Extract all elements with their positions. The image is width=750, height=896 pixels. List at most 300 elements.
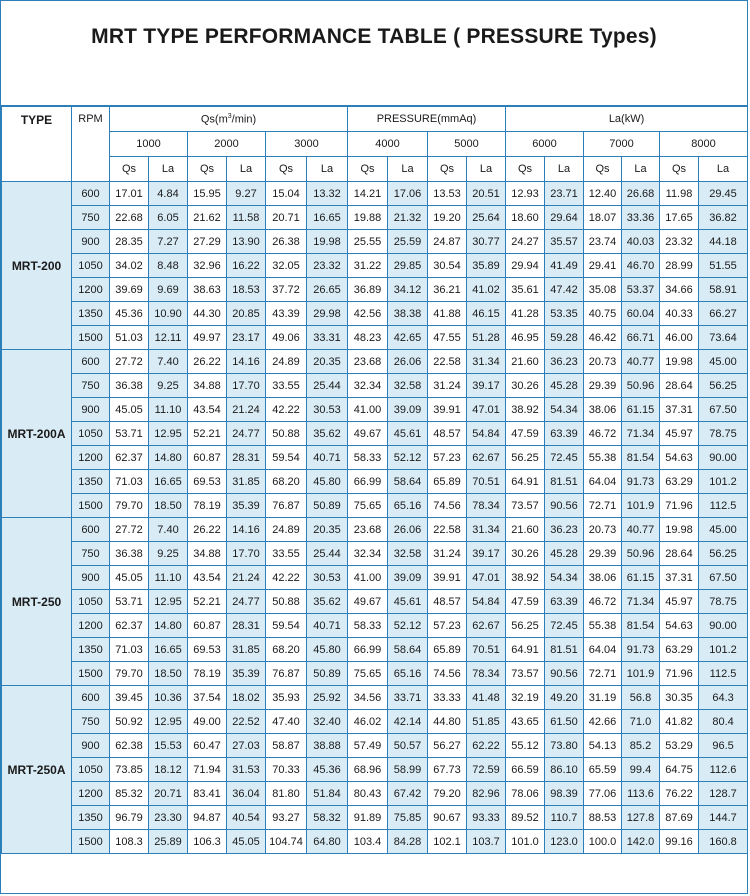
la-cell: 45.80 [307, 638, 348, 662]
la-cell: 54.34 [545, 398, 584, 422]
la-label-2000: La [227, 157, 266, 182]
qs-cell: 40.33 [660, 302, 699, 326]
qs-cell: 41.88 [428, 302, 467, 326]
qs-cell: 46.72 [584, 422, 622, 446]
qs-cell: 63.29 [660, 470, 699, 494]
la-cell: 78.34 [467, 662, 506, 686]
la-cell: 32.58 [388, 542, 428, 566]
la-cell: 50.89 [307, 494, 348, 518]
rpm-cell: 1050 [72, 758, 110, 782]
la-cell: 47.42 [545, 278, 584, 302]
qs-label-7000: Qs [584, 157, 622, 182]
qs-cell: 75.65 [348, 662, 388, 686]
rpm-cell: 1350 [72, 302, 110, 326]
la-cell: 113.6 [622, 782, 660, 806]
la-cell: 45.28 [545, 542, 584, 566]
rpm-cell: 750 [72, 374, 110, 398]
qs-cell: 96.79 [110, 806, 149, 830]
la-cell: 56.8 [622, 686, 660, 710]
qs-cell: 91.89 [348, 806, 388, 830]
qs-cell: 56.27 [428, 734, 467, 758]
la-cell: 101.2 [699, 470, 748, 494]
qs-cell: 19.20 [428, 206, 467, 230]
model-cell: MRT-200A [2, 350, 72, 518]
rpm-cell: 1500 [72, 830, 110, 854]
la-cell: 71.34 [622, 422, 660, 446]
la-cell: 26.06 [388, 518, 428, 542]
qs-cell: 71.96 [660, 494, 699, 518]
qs-cell: 58.33 [348, 446, 388, 470]
pressure-6000: 6000 [506, 132, 584, 157]
la-cell: 32.40 [307, 710, 348, 734]
qs-cell: 44.80 [428, 710, 467, 734]
la-cell: 85.2 [622, 734, 660, 758]
qs-cell: 59.54 [266, 614, 307, 638]
qs-cell: 46.02 [348, 710, 388, 734]
qs-cell: 69.53 [188, 638, 227, 662]
qs-cell: 66.99 [348, 638, 388, 662]
pressure-4000: 4000 [348, 132, 428, 157]
la-cell: 10.90 [149, 302, 188, 326]
qs-cell: 32.34 [348, 374, 388, 398]
table-row [2, 470, 748, 494]
la-cell: 65.16 [388, 662, 428, 686]
rpm-cell: 1200 [72, 446, 110, 470]
la-cell: 53.37 [622, 278, 660, 302]
qs-cell: 71.96 [660, 662, 699, 686]
la-cell: 17.06 [388, 182, 428, 206]
qs-cell: 11.98 [660, 182, 699, 206]
qs-cell: 41.00 [348, 398, 388, 422]
qs-cell: 48.57 [428, 422, 467, 446]
table-row [2, 686, 748, 710]
qs-cell: 69.53 [188, 470, 227, 494]
la-cell: 29.45 [699, 182, 748, 206]
la-cell: 25.64 [467, 206, 506, 230]
qs-cell: 64.91 [506, 470, 545, 494]
la-label-6000: La [545, 157, 584, 182]
la-label-5000: La [467, 157, 506, 182]
la-cell: 36.23 [545, 350, 584, 374]
qs-cell: 12.93 [506, 182, 545, 206]
la-cell: 17.70 [227, 542, 266, 566]
qs-cell: 100.0 [584, 830, 622, 854]
rpm-cell: 1500 [72, 494, 110, 518]
qs-cell: 42.22 [266, 566, 307, 590]
qs-cell: 51.03 [110, 326, 149, 350]
la-cell: 127.8 [622, 806, 660, 830]
qs-cell: 40.75 [584, 302, 622, 326]
la-cell: 35.57 [545, 230, 584, 254]
qs-cell: 73.57 [506, 494, 545, 518]
la-cell: 45.05 [227, 830, 266, 854]
qs-cell: 30.26 [506, 374, 545, 398]
la-cell: 39.09 [388, 566, 428, 590]
table-row [2, 494, 748, 518]
rpm-cell: 600 [72, 518, 110, 542]
qs-cell: 49.97 [188, 326, 227, 350]
qs-unit-header: $Qs(m^3/\min)$ [110, 107, 348, 132]
rpm-cell: 1350 [72, 806, 110, 830]
qs-cell: 43.54 [188, 566, 227, 590]
qs-cell: 58.87 [266, 734, 307, 758]
title-box [1, 1, 747, 106]
qs-cell: 49.06 [266, 326, 307, 350]
qs-cell: 47.40 [266, 710, 307, 734]
la-cell: 101.9 [622, 662, 660, 686]
la-cell: 50.96 [622, 542, 660, 566]
la-cell: 33.71 [388, 686, 428, 710]
qs-cell: 66.59 [506, 758, 545, 782]
table-row [2, 830, 748, 854]
qs-cell: 71.03 [110, 638, 149, 662]
la-cell: 62.67 [467, 614, 506, 638]
table-row [2, 230, 748, 254]
qs-cell: 27.72 [110, 350, 149, 374]
la-cell: 51.28 [467, 326, 506, 350]
qs-cell: 28.35 [110, 230, 149, 254]
qs-cell: 54.63 [660, 614, 699, 638]
qs-cell: 103.4 [348, 830, 388, 854]
qs-cell: 102.1 [428, 830, 467, 854]
la-cell: 20.35 [307, 518, 348, 542]
la-cell: 23.32 [307, 254, 348, 278]
table-row [2, 518, 748, 542]
qs-cell: 54.13 [584, 734, 622, 758]
rpm-cell: 1350 [72, 470, 110, 494]
qs-cell: 89.52 [506, 806, 545, 830]
qs-cell: 104.74 [266, 830, 307, 854]
la-cell: 67.50 [699, 566, 748, 590]
la-cell: 13.32 [307, 182, 348, 206]
la-cell: 82.96 [467, 782, 506, 806]
la-cell: 20.51 [467, 182, 506, 206]
qs-cell: 34.66 [660, 278, 699, 302]
qs-cell: 24.89 [266, 518, 307, 542]
qs-cell: 37.54 [188, 686, 227, 710]
la-cell: 30.53 [307, 398, 348, 422]
qs-label-3000: Qs [266, 157, 307, 182]
qs-cell: 21.62 [188, 206, 227, 230]
qs-cell: 23.68 [348, 518, 388, 542]
la-cell: 64.3 [699, 686, 748, 710]
table-row [2, 542, 748, 566]
qs-cell: 25.55 [348, 230, 388, 254]
qs-cell: 24.89 [266, 350, 307, 374]
la-cell: 35.62 [307, 422, 348, 446]
qs-cell: 42.22 [266, 398, 307, 422]
qs-cell: 38.92 [506, 566, 545, 590]
la-cell: 38.88 [307, 734, 348, 758]
qs-cell: 13.53 [428, 182, 467, 206]
qs-cell: 21.60 [506, 350, 545, 374]
qs-cell: 27.72 [110, 518, 149, 542]
qs-cell: 59.54 [266, 446, 307, 470]
la-cell: 30.53 [307, 566, 348, 590]
qs-cell: 49.67 [348, 422, 388, 446]
qs-cell: 36.21 [428, 278, 467, 302]
qs-cell: 83.41 [188, 782, 227, 806]
qs-cell: 62.37 [110, 446, 149, 470]
la-cell: 13.90 [227, 230, 266, 254]
qs-cell: 26.22 [188, 350, 227, 374]
la-cell: 67.42 [388, 782, 428, 806]
la-cell: 81.54 [622, 446, 660, 470]
la-cell: 28.31 [227, 446, 266, 470]
la-cell: 18.50 [149, 494, 188, 518]
la-cell: 6.05 [149, 206, 188, 230]
qs-cell: 43.65 [506, 710, 545, 734]
qs-cell: 85.32 [110, 782, 149, 806]
la-cell: 90.00 [699, 446, 748, 470]
qs-cell: 76.87 [266, 494, 307, 518]
qs-cell: 31.19 [584, 686, 622, 710]
qs-cell: 49.00 [188, 710, 227, 734]
qs-cell: 53.29 [660, 734, 699, 758]
la-cell: 40.71 [307, 614, 348, 638]
qs-cell: 78.19 [188, 494, 227, 518]
la-cell: 17.70 [227, 374, 266, 398]
qs-cell: 90.67 [428, 806, 467, 830]
la-cell: 63.39 [545, 590, 584, 614]
qs-cell: 57.23 [428, 614, 467, 638]
rpm-cell: 750 [72, 542, 110, 566]
la-cell: 45.61 [388, 590, 428, 614]
la-cell: 64.80 [307, 830, 348, 854]
la-cell: 25.59 [388, 230, 428, 254]
la-cell: 78.75 [699, 422, 748, 446]
la-cell: 60.04 [622, 302, 660, 326]
qs-cell: 48.23 [348, 326, 388, 350]
qs-cell: 39.91 [428, 566, 467, 590]
la-cell: 12.95 [149, 422, 188, 446]
qs-cell: 28.64 [660, 542, 699, 566]
qs-cell: 65.89 [428, 638, 467, 662]
qs-cell: 39.91 [428, 398, 467, 422]
la-cell: 25.92 [307, 686, 348, 710]
rpm-cell: 1200 [72, 782, 110, 806]
qs-cell: 45.97 [660, 422, 699, 446]
la-cell: 26.68 [622, 182, 660, 206]
qs-cell: 12.40 [584, 182, 622, 206]
qs-cell: 80.43 [348, 782, 388, 806]
la-cell: 25.44 [307, 542, 348, 566]
la-cell: 32.58 [388, 374, 428, 398]
la-cell: 112.5 [699, 662, 748, 686]
table-row [2, 638, 748, 662]
la-cell: 66.27 [699, 302, 748, 326]
la-cell: 44.18 [699, 230, 748, 254]
qs-cell: 58.33 [348, 614, 388, 638]
qs-cell: 24.87 [428, 230, 467, 254]
qs-cell: 26.38 [266, 230, 307, 254]
la-cell: 123.0 [545, 830, 584, 854]
qs-cell: 39.45 [110, 686, 149, 710]
pressure-1000: 1000 [110, 132, 188, 157]
qs-cell: 38.06 [584, 566, 622, 590]
la-cell: 36.23 [545, 518, 584, 542]
la-cell: 18.50 [149, 662, 188, 686]
la-cell: 35.39 [227, 662, 266, 686]
qs-cell: 42.56 [348, 302, 388, 326]
la-cell: 67.50 [699, 398, 748, 422]
la-cell: 62.22 [467, 734, 506, 758]
la-cell: 45.61 [388, 422, 428, 446]
qs-cell: 106.3 [188, 830, 227, 854]
qs-cell: 22.68 [110, 206, 149, 230]
la-cell: 142.0 [622, 830, 660, 854]
la-cell: 40.71 [307, 446, 348, 470]
qs-cell: 46.42 [584, 326, 622, 350]
la-cell: 59.28 [545, 326, 584, 350]
la-cell: 23.17 [227, 326, 266, 350]
qs-cell: 57.23 [428, 446, 467, 470]
qs-cell: 68.96 [348, 758, 388, 782]
la-cell: 81.51 [545, 638, 584, 662]
pressure-7000: 7000 [584, 132, 660, 157]
qs-cell: 76.22 [660, 782, 699, 806]
la-cell: 50.57 [388, 734, 428, 758]
qs-cell: 88.53 [584, 806, 622, 830]
la-cell: 26.65 [307, 278, 348, 302]
la-cell: 15.53 [149, 734, 188, 758]
la-cell: 38.38 [388, 302, 428, 326]
la-cell: 14.80 [149, 614, 188, 638]
qs-cell: 42.66 [584, 710, 622, 734]
model-cell: MRT-250A [2, 686, 72, 854]
qs-cell: 76.87 [266, 662, 307, 686]
qs-cell: 65.59 [584, 758, 622, 782]
la-cell: 42.14 [388, 710, 428, 734]
la-cell: 65.16 [388, 494, 428, 518]
qs-cell: 52.21 [188, 590, 227, 614]
qs-cell: 28.64 [660, 374, 699, 398]
la-cell: 110.7 [545, 806, 584, 830]
qs-cell: 32.96 [188, 254, 227, 278]
la-cell: 54.34 [545, 566, 584, 590]
la-cell: 112.5 [699, 494, 748, 518]
table-row [2, 422, 748, 446]
la-cell: 66.71 [622, 326, 660, 350]
qs-cell: 22.58 [428, 518, 467, 542]
la-cell: 9.25 [149, 542, 188, 566]
qs-cell: 20.71 [266, 206, 307, 230]
qs-cell: 53.71 [110, 422, 149, 446]
la-unit-header: La(kW) [506, 107, 748, 132]
la-cell: 62.67 [467, 446, 506, 470]
qs-cell: 73.85 [110, 758, 149, 782]
table-row [2, 398, 748, 422]
qs-cell: 14.21 [348, 182, 388, 206]
la-cell: 72.45 [545, 446, 584, 470]
model-cell: MRT-200 [2, 182, 72, 350]
la-cell: 9.25 [149, 374, 188, 398]
la-cell: 61.50 [545, 710, 584, 734]
la-cell: 23.71 [545, 182, 584, 206]
rpm-cell: 1050 [72, 590, 110, 614]
la-cell: 40.77 [622, 350, 660, 374]
qs-cell: 26.22 [188, 518, 227, 542]
la-cell: 21.24 [227, 566, 266, 590]
qs-cell: 68.20 [266, 470, 307, 494]
la-cell: 50.96 [622, 374, 660, 398]
qs-cell: 37.72 [266, 278, 307, 302]
qs-cell: 30.54 [428, 254, 467, 278]
la-cell: 50.89 [307, 662, 348, 686]
la-cell: 4.84 [149, 182, 188, 206]
qs-cell: 20.73 [584, 350, 622, 374]
la-cell: 101.2 [699, 638, 748, 662]
la-cell: 41.02 [467, 278, 506, 302]
rpm-cell: 600 [72, 686, 110, 710]
la-cell: 25.89 [149, 830, 188, 854]
qs-cell: 33.33 [428, 686, 467, 710]
la-cell: 58.99 [388, 758, 428, 782]
type-header: TYPE [2, 107, 72, 182]
qs-cell: 46.00 [660, 326, 699, 350]
qs-cell: 45.97 [660, 590, 699, 614]
qs-cell: 64.75 [660, 758, 699, 782]
la-cell: 51.55 [699, 254, 748, 278]
la-cell: 11.10 [149, 566, 188, 590]
qs-cell: 38.92 [506, 398, 545, 422]
la-cell: 9.27 [227, 182, 266, 206]
qs-cell: 55.38 [584, 614, 622, 638]
qs-cell: 30.26 [506, 542, 545, 566]
rpm-cell: 900 [72, 566, 110, 590]
qs-cell: 47.55 [428, 326, 467, 350]
pressure-header: PRESSURE(mmAq) [348, 107, 506, 132]
table-row [2, 806, 748, 830]
qs-cell: 34.56 [348, 686, 388, 710]
qs-cell: 18.60 [506, 206, 545, 230]
qs-cell: 33.55 [266, 542, 307, 566]
qs-cell: 28.99 [660, 254, 699, 278]
qs-cell: 34.88 [188, 374, 227, 398]
performance-table [1, 106, 748, 854]
qs-cell: 18.07 [584, 206, 622, 230]
la-cell: 45.00 [699, 518, 748, 542]
la-cell: 46.70 [622, 254, 660, 278]
qs-cell: 50.88 [266, 422, 307, 446]
qs-cell: 74.56 [428, 494, 467, 518]
la-cell: 20.35 [307, 350, 348, 374]
qs-cell: 32.05 [266, 254, 307, 278]
la-cell: 58.32 [307, 806, 348, 830]
pressure-8000: 8000 [660, 132, 748, 157]
qs-cell: 36.38 [110, 542, 149, 566]
la-cell: 61.15 [622, 398, 660, 422]
la-cell: 72.59 [467, 758, 506, 782]
rpm-cell: 900 [72, 230, 110, 254]
rpm-cell: 1050 [72, 422, 110, 446]
qs-cell: 50.88 [266, 590, 307, 614]
la-cell: 40.03 [622, 230, 660, 254]
qs-cell: 35.08 [584, 278, 622, 302]
la-cell: 33.36 [622, 206, 660, 230]
la-cell: 103.7 [467, 830, 506, 854]
la-cell: 93.33 [467, 806, 506, 830]
qs-cell: 43.54 [188, 398, 227, 422]
table-row [2, 662, 748, 686]
la-cell: 9.69 [149, 278, 188, 302]
la-cell: 51.85 [467, 710, 506, 734]
table-row [2, 590, 748, 614]
la-label-1000: La [149, 157, 188, 182]
page-title: MRT TYPE PERFORMANCE TABLE ( PRESSURE Types) [91, 25, 657, 48]
la-cell: 18.12 [149, 758, 188, 782]
la-cell: 39.17 [467, 542, 506, 566]
